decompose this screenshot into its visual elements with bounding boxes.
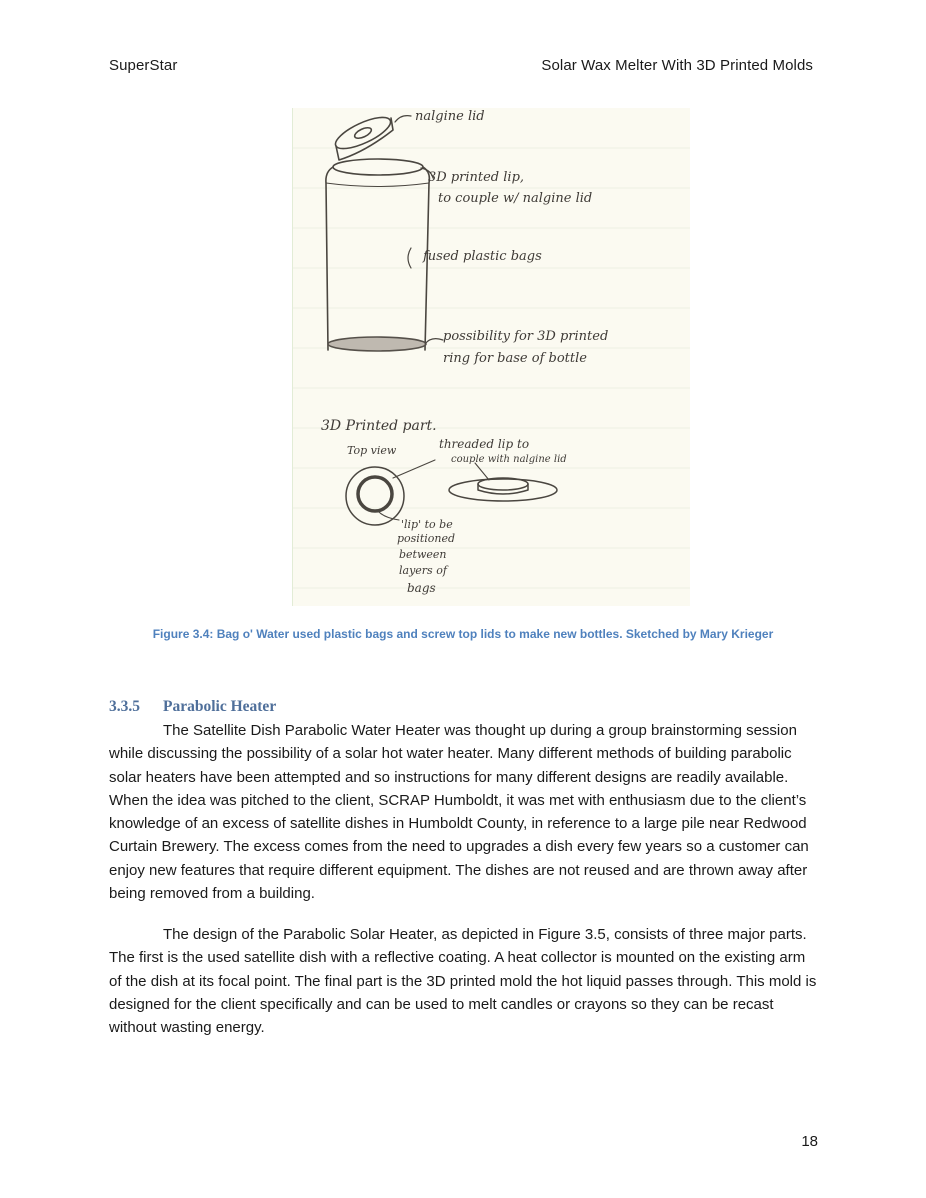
paragraph-text: The design of the Parabolic Solar Heater, as depicted in Figure 3.5, consists of three major parts. The first is the used satellite dish with a reflective coating. A heat collector is mounted on the existing arm of the dish at its focal point. The final part is the 3D printed mold the hot liquid passes through. This mold is designed for the client specifically and can be used to melt candles or crayons so they can be recast without wasting energy. [109, 926, 817, 1037]
top-view-drawing [346, 460, 557, 525]
page-number: 18 [801, 1133, 818, 1150]
label-threaded-2: couple with nalgine lid [451, 454, 567, 465]
bottle-sketch [293, 108, 690, 606]
label-lip-2: to couple w/ nalgine lid [438, 191, 593, 206]
lid-drawing [332, 111, 395, 160]
label-lip-note-1: 'lip' to be [401, 518, 453, 531]
figure-caption: Figure 3.4: Bag o' Water used plastic bags and screw top lids to make new bottles. Sketched by Mary Krieger [152, 627, 774, 641]
label-lip-1: 3D printed lip, [428, 170, 525, 185]
label-base-1: possibility for 3D printed [443, 329, 609, 344]
section-number: 3.3.5 [109, 698, 140, 715]
section-title: Parabolic Heater [163, 698, 277, 715]
label-fused-bags: fused plastic bags [423, 249, 542, 264]
sketch-figure [292, 108, 690, 606]
body-paragraph [109, 923, 821, 1039]
label-base-2: ring for base of bottle [443, 351, 587, 366]
label-lip-note-2: positioned [397, 532, 456, 545]
label-nalgine-lid: nalgine lid [415, 109, 485, 124]
header-right: Solar Wax Melter With 3D Printed Molds [541, 57, 813, 74]
label-threaded-1: threaded lip to [439, 437, 530, 451]
label-part-title: 3D Printed part. [321, 418, 437, 434]
label-top-view: Top view [347, 444, 397, 457]
body-paragraph [109, 719, 821, 905]
header-left: SuperStar [109, 57, 178, 74]
label-lip-note-3: between [399, 548, 447, 561]
label-lip-note-5: bags [407, 581, 436, 595]
paragraph-text: The Satellite Dish Parabolic Water Heater was thought up during a group brainstorming session while discussing the possibility of a solar hot water heater. Many different methods of building parabolic solar heaters have been attempted and so instructions for many different designs are readily available. When the idea was pitched to the client, SCRAP Humboldt, it was met with enthusiasm due to the client’s knowledge of an excess of satellite dishes in Humboldt County, in reference to a large pile near Redwood Curtain Brewery. The excess comes from the need to upgrades a dish every few years so a customer can enjoy new features that require different equipment. The dishes are not reused and are thrown away after being removed from a building. [109, 722, 809, 903]
section-heading [109, 698, 276, 716]
label-lip-note-4: layers of [399, 564, 447, 577]
